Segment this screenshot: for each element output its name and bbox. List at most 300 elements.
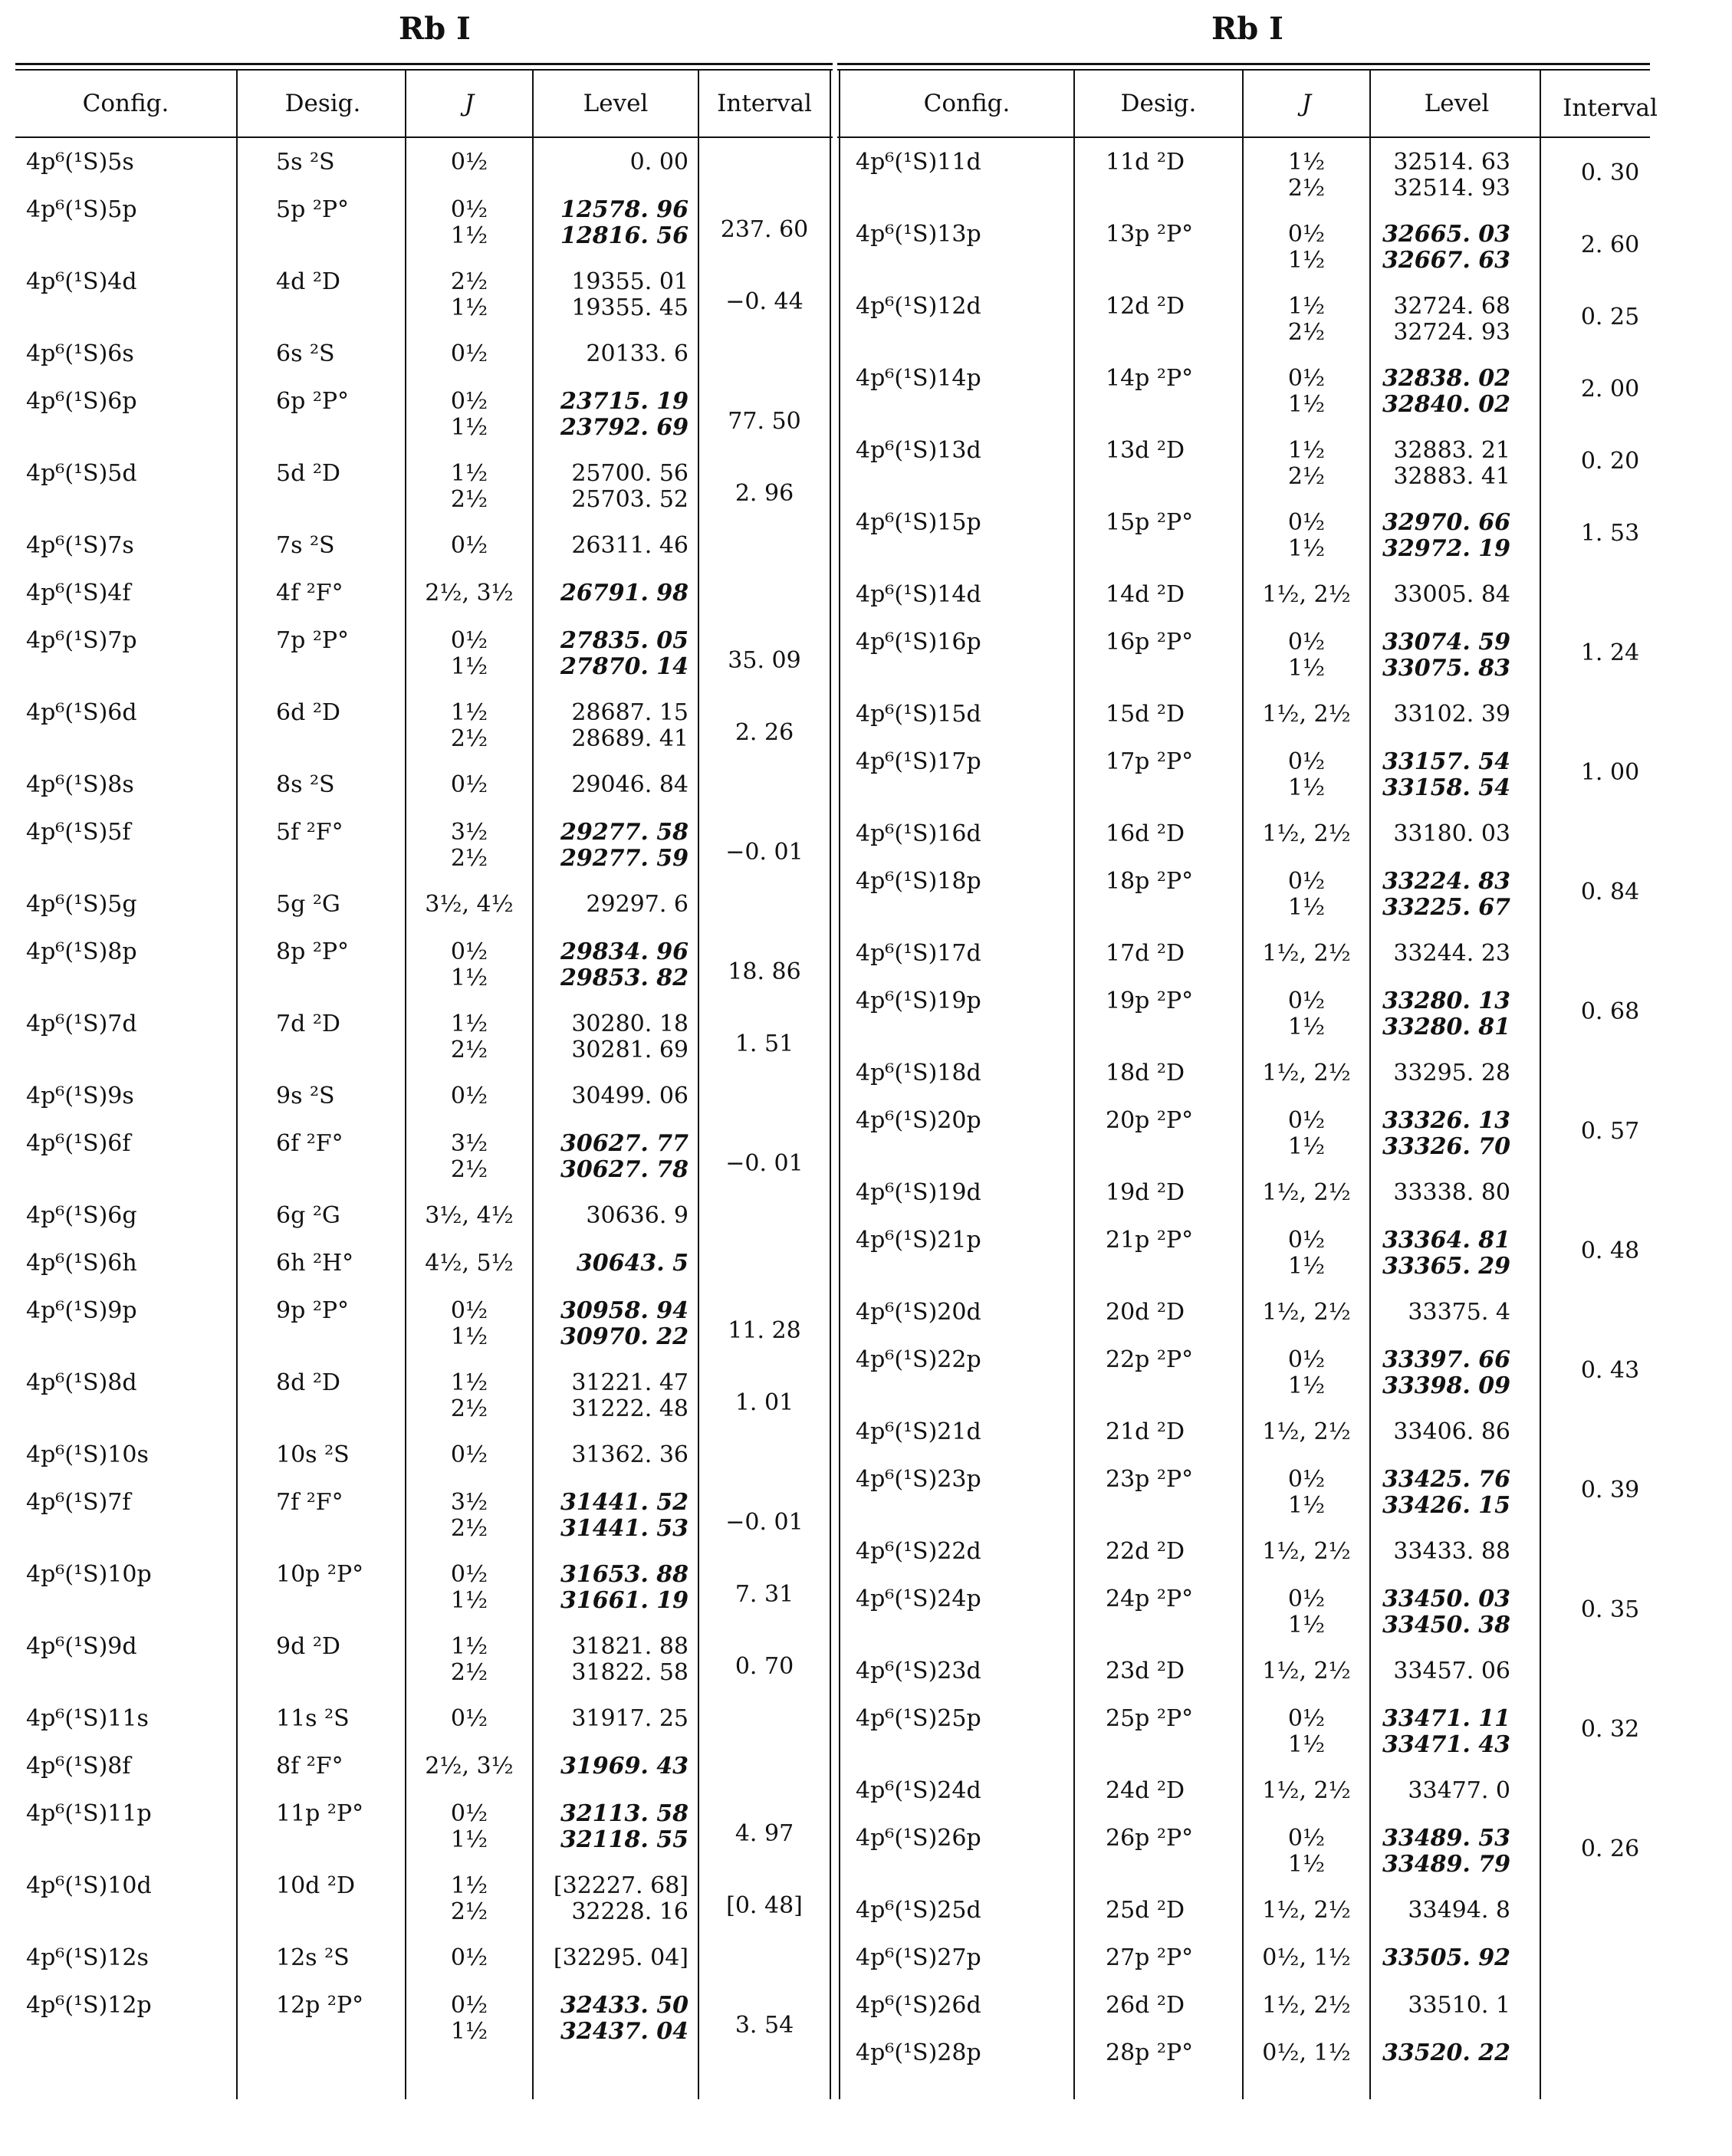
designation-cell: 15p ²P° <box>1106 509 1194 536</box>
level-value: 31441. 53 <box>560 1515 689 1542</box>
level-value: 33326. 70 <box>1382 1133 1510 1160</box>
designation-cell: 8d ²D <box>276 1369 340 1396</box>
level-value: 32840. 02 <box>1382 391 1510 418</box>
j-value: 0½ <box>1287 748 1326 775</box>
designation-cell: 12p ²P° <box>276 1992 364 2019</box>
j-value: 1½, 2½ <box>1262 1777 1351 1804</box>
designation-cell: 6p ²P° <box>276 388 350 415</box>
j-value: 1½ <box>450 653 488 680</box>
j-value: 1½ <box>450 1011 488 1037</box>
level-value: 28689. 41 <box>571 725 689 752</box>
config-cell: 4p⁶(¹S)26p <box>856 1825 981 1852</box>
j-value: 1½ <box>450 1369 488 1396</box>
designation-cell: 13d ²D <box>1106 437 1185 464</box>
config-cell: 4p⁶(¹S)25d <box>856 1897 981 1924</box>
config-cell: 4p⁶(¹S)21d <box>856 1418 981 1445</box>
j-value: 1½ <box>450 2018 488 2045</box>
interval-value: 2. 00 <box>1580 376 1640 403</box>
top-rule <box>837 63 1650 65</box>
config-cell: 4p⁶(¹S)26d <box>856 1992 981 2019</box>
level-value: 30499. 06 <box>571 1083 689 1109</box>
level-value: 32724. 93 <box>1393 319 1510 346</box>
level-value: 29277. 58 <box>560 819 689 846</box>
j-value: 0½ <box>450 196 488 223</box>
designation-cell: 17d ²D <box>1106 940 1185 967</box>
designation-cell: 11p ²P° <box>276 1800 364 1827</box>
config-cell: 4p⁶(¹S)6d <box>26 699 137 726</box>
header-level: Level <box>583 90 649 117</box>
j-value: 2½ <box>450 1156 488 1183</box>
level-value: 30636. 9 <box>586 1202 689 1229</box>
interval-value: 0. 32 <box>1580 1716 1640 1743</box>
level-value: 33477. 0 <box>1408 1777 1510 1804</box>
level-value: 23792. 69 <box>560 414 689 441</box>
config-cell: 4p⁶(¹S)11s <box>26 1705 149 1732</box>
level-value: 32724. 68 <box>1393 293 1510 320</box>
level-value: 30643. 5 <box>576 1250 689 1277</box>
level-value: 30958. 94 <box>560 1297 689 1324</box>
designation-cell: 16d ²D <box>1106 820 1185 847</box>
interval-value: −0. 44 <box>725 288 804 315</box>
j-value: 1½ <box>1287 437 1326 464</box>
level-value: 31969. 43 <box>560 1753 689 1780</box>
level-value: 33365. 29 <box>1382 1253 1510 1280</box>
config-cell: 4p⁶(¹S)16p <box>856 629 981 656</box>
j-value: 0½ <box>450 1992 488 2019</box>
designation-cell: 12d ²D <box>1106 293 1185 320</box>
header-j: J <box>464 90 475 117</box>
designation-cell: 22p ²P° <box>1106 1346 1194 1373</box>
column-divider <box>698 71 699 2099</box>
designation-cell: 23p ²P° <box>1106 1466 1194 1493</box>
config-cell: 4p⁶(¹S)11d <box>856 149 981 176</box>
j-value: 1½ <box>450 222 488 249</box>
j-value: 0½ <box>450 1561 488 1588</box>
j-value: 0½ <box>450 388 488 415</box>
level-value: 33494. 8 <box>1408 1897 1510 1924</box>
column-divider <box>1540 71 1541 2099</box>
designation-cell: 5g ²G <box>276 891 340 918</box>
designation-cell: 19p ²P° <box>1106 988 1194 1014</box>
j-value: 2½, 3½ <box>425 580 514 606</box>
j-value: 1½ <box>450 414 488 441</box>
designation-cell: 20d ²D <box>1106 1299 1185 1326</box>
config-cell: 4p⁶(¹S)14p <box>856 365 981 392</box>
level-value: 32838. 02 <box>1382 365 1510 392</box>
j-value: 0½ <box>450 1297 488 1324</box>
config-cell: 4p⁶(¹S)5g <box>26 891 137 918</box>
right-table-title: Rb I <box>1211 11 1283 47</box>
interval-value: 18. 86 <box>728 958 801 985</box>
designation-cell: 8s ²S <box>276 771 335 798</box>
interval-value: 0. 68 <box>1580 998 1640 1025</box>
designation-cell: 11s ²S <box>276 1705 350 1732</box>
j-value: 0½ <box>450 771 488 798</box>
j-value: 1½, 2½ <box>1262 1060 1351 1086</box>
j-value: 1½ <box>450 1872 488 1899</box>
column-divider <box>532 71 534 2099</box>
level-value: 33295. 28 <box>1393 1060 1510 1086</box>
j-value: 2½ <box>450 1898 488 1925</box>
interval-value: 0. 43 <box>1580 1357 1640 1384</box>
j-value: 1½ <box>450 294 488 321</box>
level-value: 33244. 23 <box>1393 940 1510 967</box>
j-value: 0½ <box>450 1083 488 1109</box>
config-cell: 4p⁶(¹S)21p <box>856 1227 981 1254</box>
j-value: 2½ <box>450 1395 488 1422</box>
level-value: 31822. 58 <box>571 1659 689 1686</box>
j-value: 4½, 5½ <box>425 1250 514 1277</box>
config-cell: 4p⁶(¹S)5f <box>26 819 131 846</box>
j-value: 1½ <box>1287 774 1326 801</box>
designation-cell: 6h ²H° <box>276 1250 354 1277</box>
level-value: 19355. 45 <box>571 294 689 321</box>
designation-cell: 14p ²P° <box>1106 365 1194 392</box>
j-value: 2½ <box>450 486 488 513</box>
level-value: 33457. 06 <box>1393 1658 1510 1684</box>
level-value: 32437. 04 <box>560 2018 689 2045</box>
j-value: 0½ <box>1287 221 1326 248</box>
level-value: 31362. 36 <box>571 1441 689 1468</box>
designation-cell: 18p ²P° <box>1106 868 1194 895</box>
j-value: 1½, 2½ <box>1262 820 1351 847</box>
j-value: 2½ <box>450 1515 488 1542</box>
j-value: 1½ <box>450 1633 488 1660</box>
level-value: 19355. 01 <box>571 268 689 295</box>
level-value: 26791. 98 <box>560 580 689 606</box>
level-value: 32970. 66 <box>1382 509 1510 536</box>
level-value: 27870. 14 <box>560 653 689 680</box>
j-value: 1½, 2½ <box>1262 1299 1351 1326</box>
j-value: 0½, 1½ <box>1262 2039 1351 2066</box>
designation-cell: 5p ²P° <box>276 196 350 223</box>
header-interval: Interval <box>1563 94 1658 122</box>
column-divider <box>236 71 238 2099</box>
level-value: 33102. 39 <box>1393 701 1510 728</box>
interval-value: 0. 25 <box>1580 304 1640 330</box>
j-value: 0½ <box>1287 365 1326 392</box>
header-rule <box>15 136 833 138</box>
designation-cell: 11d ²D <box>1106 149 1185 176</box>
config-cell: 4p⁶(¹S)20p <box>856 1107 981 1134</box>
designation-cell: 15d ²D <box>1106 701 1185 728</box>
config-cell: 4p⁶(¹S)24d <box>856 1777 981 1804</box>
designation-cell: 17p ²P° <box>1106 748 1194 775</box>
j-value: 0½ <box>450 1944 488 1971</box>
config-cell: 4p⁶(¹S)9d <box>26 1633 137 1660</box>
j-value: 2½ <box>1287 463 1326 490</box>
level-value: 33158. 54 <box>1382 774 1510 801</box>
level-value: 31653. 88 <box>560 1561 689 1588</box>
interval-value: 237. 60 <box>720 216 809 243</box>
column-divider <box>1369 71 1371 2099</box>
j-value: 0½ <box>1287 868 1326 895</box>
j-value: 1½, 2½ <box>1262 1658 1351 1684</box>
designation-cell: 7f ²F° <box>276 1489 343 1516</box>
level-value: 32433. 50 <box>560 1992 689 2019</box>
designation-cell: 7s ²S <box>276 532 335 559</box>
designation-cell: 24d ²D <box>1106 1777 1185 1804</box>
header-rule <box>837 136 1650 138</box>
interval-value: 0. 48 <box>1580 1237 1640 1264</box>
designation-cell: 4d ²D <box>276 268 340 295</box>
config-cell: 4p⁶(¹S)25p <box>856 1705 981 1732</box>
designation-cell: 10d ²D <box>276 1872 355 1899</box>
designation-cell: 6g ²G <box>276 1202 340 1229</box>
level-value: 33450. 38 <box>1382 1612 1510 1638</box>
j-value: 1½, 2½ <box>1262 1418 1351 1445</box>
config-cell: 4p⁶(¹S)7f <box>26 1489 131 1516</box>
j-value: 1½, 2½ <box>1262 701 1351 728</box>
designation-cell: 12s ²S <box>276 1944 350 1971</box>
config-cell: 4p⁶(¹S)13d <box>856 437 981 464</box>
designation-cell: 14d ²D <box>1106 581 1185 608</box>
column-divider <box>830 71 831 2099</box>
interval-value: −0. 01 <box>725 1509 804 1536</box>
interval-value: −0. 01 <box>725 1150 804 1177</box>
level-value: 33471. 11 <box>1382 1705 1510 1732</box>
designation-cell: 18d ²D <box>1106 1060 1185 1086</box>
interval-value: 0. 26 <box>1580 1836 1640 1862</box>
config-cell: 4p⁶(¹S)5s <box>26 149 134 176</box>
j-value: 0½ <box>450 938 488 965</box>
level-value: 23715. 19 <box>560 388 689 415</box>
level-value: 29277. 59 <box>560 845 689 872</box>
j-value: 3½, 4½ <box>425 1202 514 1229</box>
level-value: 33338. 80 <box>1393 1179 1510 1206</box>
j-value: 1½ <box>1287 1253 1326 1280</box>
config-cell: 4p⁶(¹S)8f <box>26 1753 131 1780</box>
level-value: 33075. 83 <box>1382 655 1510 682</box>
level-value: 31222. 48 <box>571 1395 689 1422</box>
config-cell: 4p⁶(¹S)22p <box>856 1346 981 1373</box>
j-value: 0½ <box>1287 1586 1326 1612</box>
j-value: 0½ <box>1287 1346 1326 1373</box>
header-level: Level <box>1424 90 1490 117</box>
j-value: 1½ <box>1287 391 1326 418</box>
level-value: 32228. 16 <box>571 1898 689 1925</box>
j-value: 2½ <box>1287 319 1326 346</box>
config-cell: 4p⁶(¹S)6f <box>26 1130 131 1157</box>
level-value: [32227. 68] <box>553 1872 689 1899</box>
j-value: 1½, 2½ <box>1262 1179 1351 1206</box>
j-value: 1½ <box>1287 1133 1326 1160</box>
interval-value: 35. 09 <box>728 647 801 674</box>
j-value: 1½ <box>1287 1372 1326 1399</box>
designation-cell: 8f ²F° <box>276 1753 343 1780</box>
level-value: 33225. 67 <box>1382 894 1510 921</box>
level-value: 31221. 47 <box>571 1369 689 1396</box>
designation-cell: 25p ²P° <box>1106 1705 1194 1732</box>
level-value: 25703. 52 <box>571 486 689 513</box>
column-divider <box>1242 71 1244 2099</box>
j-value: 1½ <box>1287 1851 1326 1878</box>
config-cell: 4p⁶(¹S)17d <box>856 940 981 967</box>
column-divider <box>1073 71 1075 2099</box>
j-value: 0½ <box>450 1441 488 1468</box>
j-value: 1½, 2½ <box>1262 1538 1351 1565</box>
level-value: 32883. 21 <box>1393 437 1510 464</box>
j-value: 1½ <box>1287 293 1326 320</box>
j-value: 2½ <box>450 1659 488 1686</box>
config-cell: 4p⁶(¹S)23d <box>856 1658 981 1684</box>
level-value: 33398. 09 <box>1382 1372 1510 1399</box>
j-value: 0½ <box>1287 1825 1326 1852</box>
level-value: 32514. 93 <box>1393 175 1510 202</box>
level-value: 32514. 63 <box>1393 149 1510 176</box>
level-value: 32883. 41 <box>1393 463 1510 490</box>
config-cell: 4p⁶(¹S)7d <box>26 1011 137 1037</box>
config-cell: 4p⁶(¹S)9s <box>26 1083 134 1109</box>
column-divider <box>839 71 840 2099</box>
j-value: 0½ <box>450 1705 488 1732</box>
j-value: 0½ <box>1287 629 1326 656</box>
designation-cell: 9d ²D <box>276 1633 340 1660</box>
level-value: 30970. 22 <box>560 1323 689 1350</box>
level-value: 33406. 86 <box>1393 1418 1510 1445</box>
level-value: 33326. 13 <box>1382 1107 1510 1134</box>
level-value: 30627. 78 <box>560 1156 689 1183</box>
j-value: 0½ <box>1287 1227 1326 1254</box>
level-value: 33520. 22 <box>1382 2039 1510 2066</box>
interval-value: 3. 54 <box>735 2012 794 2039</box>
level-value: 33471. 43 <box>1382 1731 1510 1758</box>
level-value: 30280. 18 <box>571 1011 689 1037</box>
interval-value: 0. 30 <box>1580 159 1640 186</box>
level-value: 33224. 83 <box>1382 868 1510 895</box>
j-value: 0½ <box>1287 988 1326 1014</box>
level-value: 29046. 84 <box>571 771 689 798</box>
config-cell: 4p⁶(¹S)23p <box>856 1466 981 1493</box>
interval-value: [0. 48] <box>726 1892 803 1919</box>
level-value: 33074. 59 <box>1382 629 1510 656</box>
level-value: 33426. 15 <box>1382 1492 1510 1519</box>
designation-cell: 21d ²D <box>1106 1418 1185 1445</box>
j-value: 1½ <box>1287 1731 1326 1758</box>
designation-cell: 26d ²D <box>1106 1992 1185 2019</box>
interval-value: 4. 97 <box>735 1820 794 1847</box>
top-rule-inner <box>15 69 833 71</box>
config-cell: 4p⁶(¹S)4f <box>26 580 131 606</box>
designation-cell: 13p ²P° <box>1106 221 1194 248</box>
config-cell: 4p⁶(¹S)4d <box>26 268 137 295</box>
interval-value: 0. 57 <box>1580 1118 1640 1145</box>
j-value: 3½ <box>450 1489 488 1516</box>
j-value: 3½, 4½ <box>425 891 514 918</box>
designation-cell: 8p ²P° <box>276 938 350 965</box>
level-value: 33505. 92 <box>1382 1944 1510 1971</box>
level-value: 33157. 54 <box>1382 748 1510 775</box>
designation-cell: 10s ²S <box>276 1441 350 1468</box>
j-value: 0½ <box>450 340 488 367</box>
j-value: 0½ <box>450 1800 488 1827</box>
j-value: 0½ <box>450 627 488 654</box>
j-value: 0½ <box>450 532 488 559</box>
level-value: 32665. 03 <box>1382 221 1510 248</box>
config-cell: 4p⁶(¹S)10s <box>26 1441 149 1468</box>
header-interval: Interval <box>717 90 812 117</box>
level-value: 33510. 1 <box>1408 1992 1510 2019</box>
designation-cell: 5s ²S <box>276 149 335 176</box>
j-value: 1½, 2½ <box>1262 1992 1351 2019</box>
j-value: 1½ <box>1287 535 1326 562</box>
level-value: 32118. 55 <box>560 1826 689 1853</box>
interval-value: 0. 70 <box>735 1653 794 1680</box>
config-cell: 4p⁶(¹S)5p <box>26 196 137 223</box>
level-value: 33489. 53 <box>1382 1825 1510 1852</box>
config-cell: 4p⁶(¹S)7p <box>26 627 137 654</box>
j-value: 1½ <box>1287 655 1326 682</box>
config-cell: 4p⁶(¹S)11p <box>26 1800 152 1827</box>
j-value: 0½ <box>1287 1705 1326 1732</box>
interval-value: 0. 35 <box>1580 1596 1640 1623</box>
config-cell: 4p⁶(¹S)10p <box>26 1561 152 1588</box>
j-value: 0½ <box>450 149 488 176</box>
level-value: 33280. 81 <box>1382 1014 1510 1040</box>
header-config: Config. <box>923 90 1011 117</box>
designation-cell: 6d ²D <box>276 699 340 726</box>
j-value: 1½, 2½ <box>1262 581 1351 608</box>
j-value: 0½ <box>1287 1466 1326 1493</box>
config-cell: 4p⁶(¹S)6h <box>26 1250 137 1277</box>
designation-cell: 7p ²P° <box>276 627 350 654</box>
j-value: 2½ <box>1287 175 1326 202</box>
designation-cell: 25d ²D <box>1106 1897 1185 1924</box>
level-value: 33180. 03 <box>1393 820 1510 847</box>
level-value: 32667. 63 <box>1382 247 1510 274</box>
column-divider <box>405 71 406 2099</box>
j-value: 1½, 2½ <box>1262 1897 1351 1924</box>
j-value: 2½ <box>450 725 488 752</box>
interval-value: 2. 60 <box>1580 232 1640 258</box>
level-value: 29297. 6 <box>586 891 689 918</box>
config-cell: 4p⁶(¹S)6p <box>26 388 137 415</box>
config-cell: 4p⁶(¹S)10d <box>26 1872 152 1899</box>
j-value: 2½, 3½ <box>425 1753 514 1780</box>
config-cell: 4p⁶(¹S)22d <box>856 1538 981 1565</box>
interval-value: 0. 20 <box>1580 448 1640 475</box>
config-cell: 4p⁶(¹S)8d <box>26 1369 137 1396</box>
header-desig: Desig. <box>1120 90 1197 117</box>
config-cell: 4p⁶(¹S)9p <box>26 1297 137 1324</box>
j-value: 1½ <box>450 699 488 726</box>
config-cell: 4p⁶(¹S)19p <box>856 988 981 1014</box>
j-value: 1½ <box>1287 894 1326 921</box>
left-table-title: Rb I <box>399 11 471 47</box>
level-value: 32972. 19 <box>1382 535 1510 562</box>
level-value: 27835. 05 <box>560 627 689 654</box>
config-cell: 4p⁶(¹S)12d <box>856 293 981 320</box>
config-cell: 4p⁶(¹S)16d <box>856 820 981 847</box>
level-value: 12578. 96 <box>560 196 689 223</box>
level-value: 33450. 03 <box>1382 1586 1510 1612</box>
interval-value: −0. 01 <box>725 839 804 866</box>
interval-value: 0. 39 <box>1580 1477 1640 1504</box>
j-value: 0½, 1½ <box>1262 1944 1351 1971</box>
config-cell: 4p⁶(¹S)6s <box>26 340 134 367</box>
config-cell: 4p⁶(¹S)8p <box>26 938 137 965</box>
level-value: 25700. 56 <box>571 460 689 487</box>
config-cell: 4p⁶(¹S)12p <box>26 1992 152 2019</box>
j-value: 3½ <box>450 819 488 846</box>
header-desig: Desig. <box>284 90 361 117</box>
interval-value: 1. 53 <box>1580 520 1640 547</box>
designation-cell: 16p ²P° <box>1106 629 1194 656</box>
designation-cell: 10p ²P° <box>276 1561 364 1588</box>
config-cell: 4p⁶(¹S)12s <box>26 1944 149 1971</box>
level-value: 33364. 81 <box>1382 1227 1510 1254</box>
interval-value: 1. 01 <box>735 1389 794 1416</box>
